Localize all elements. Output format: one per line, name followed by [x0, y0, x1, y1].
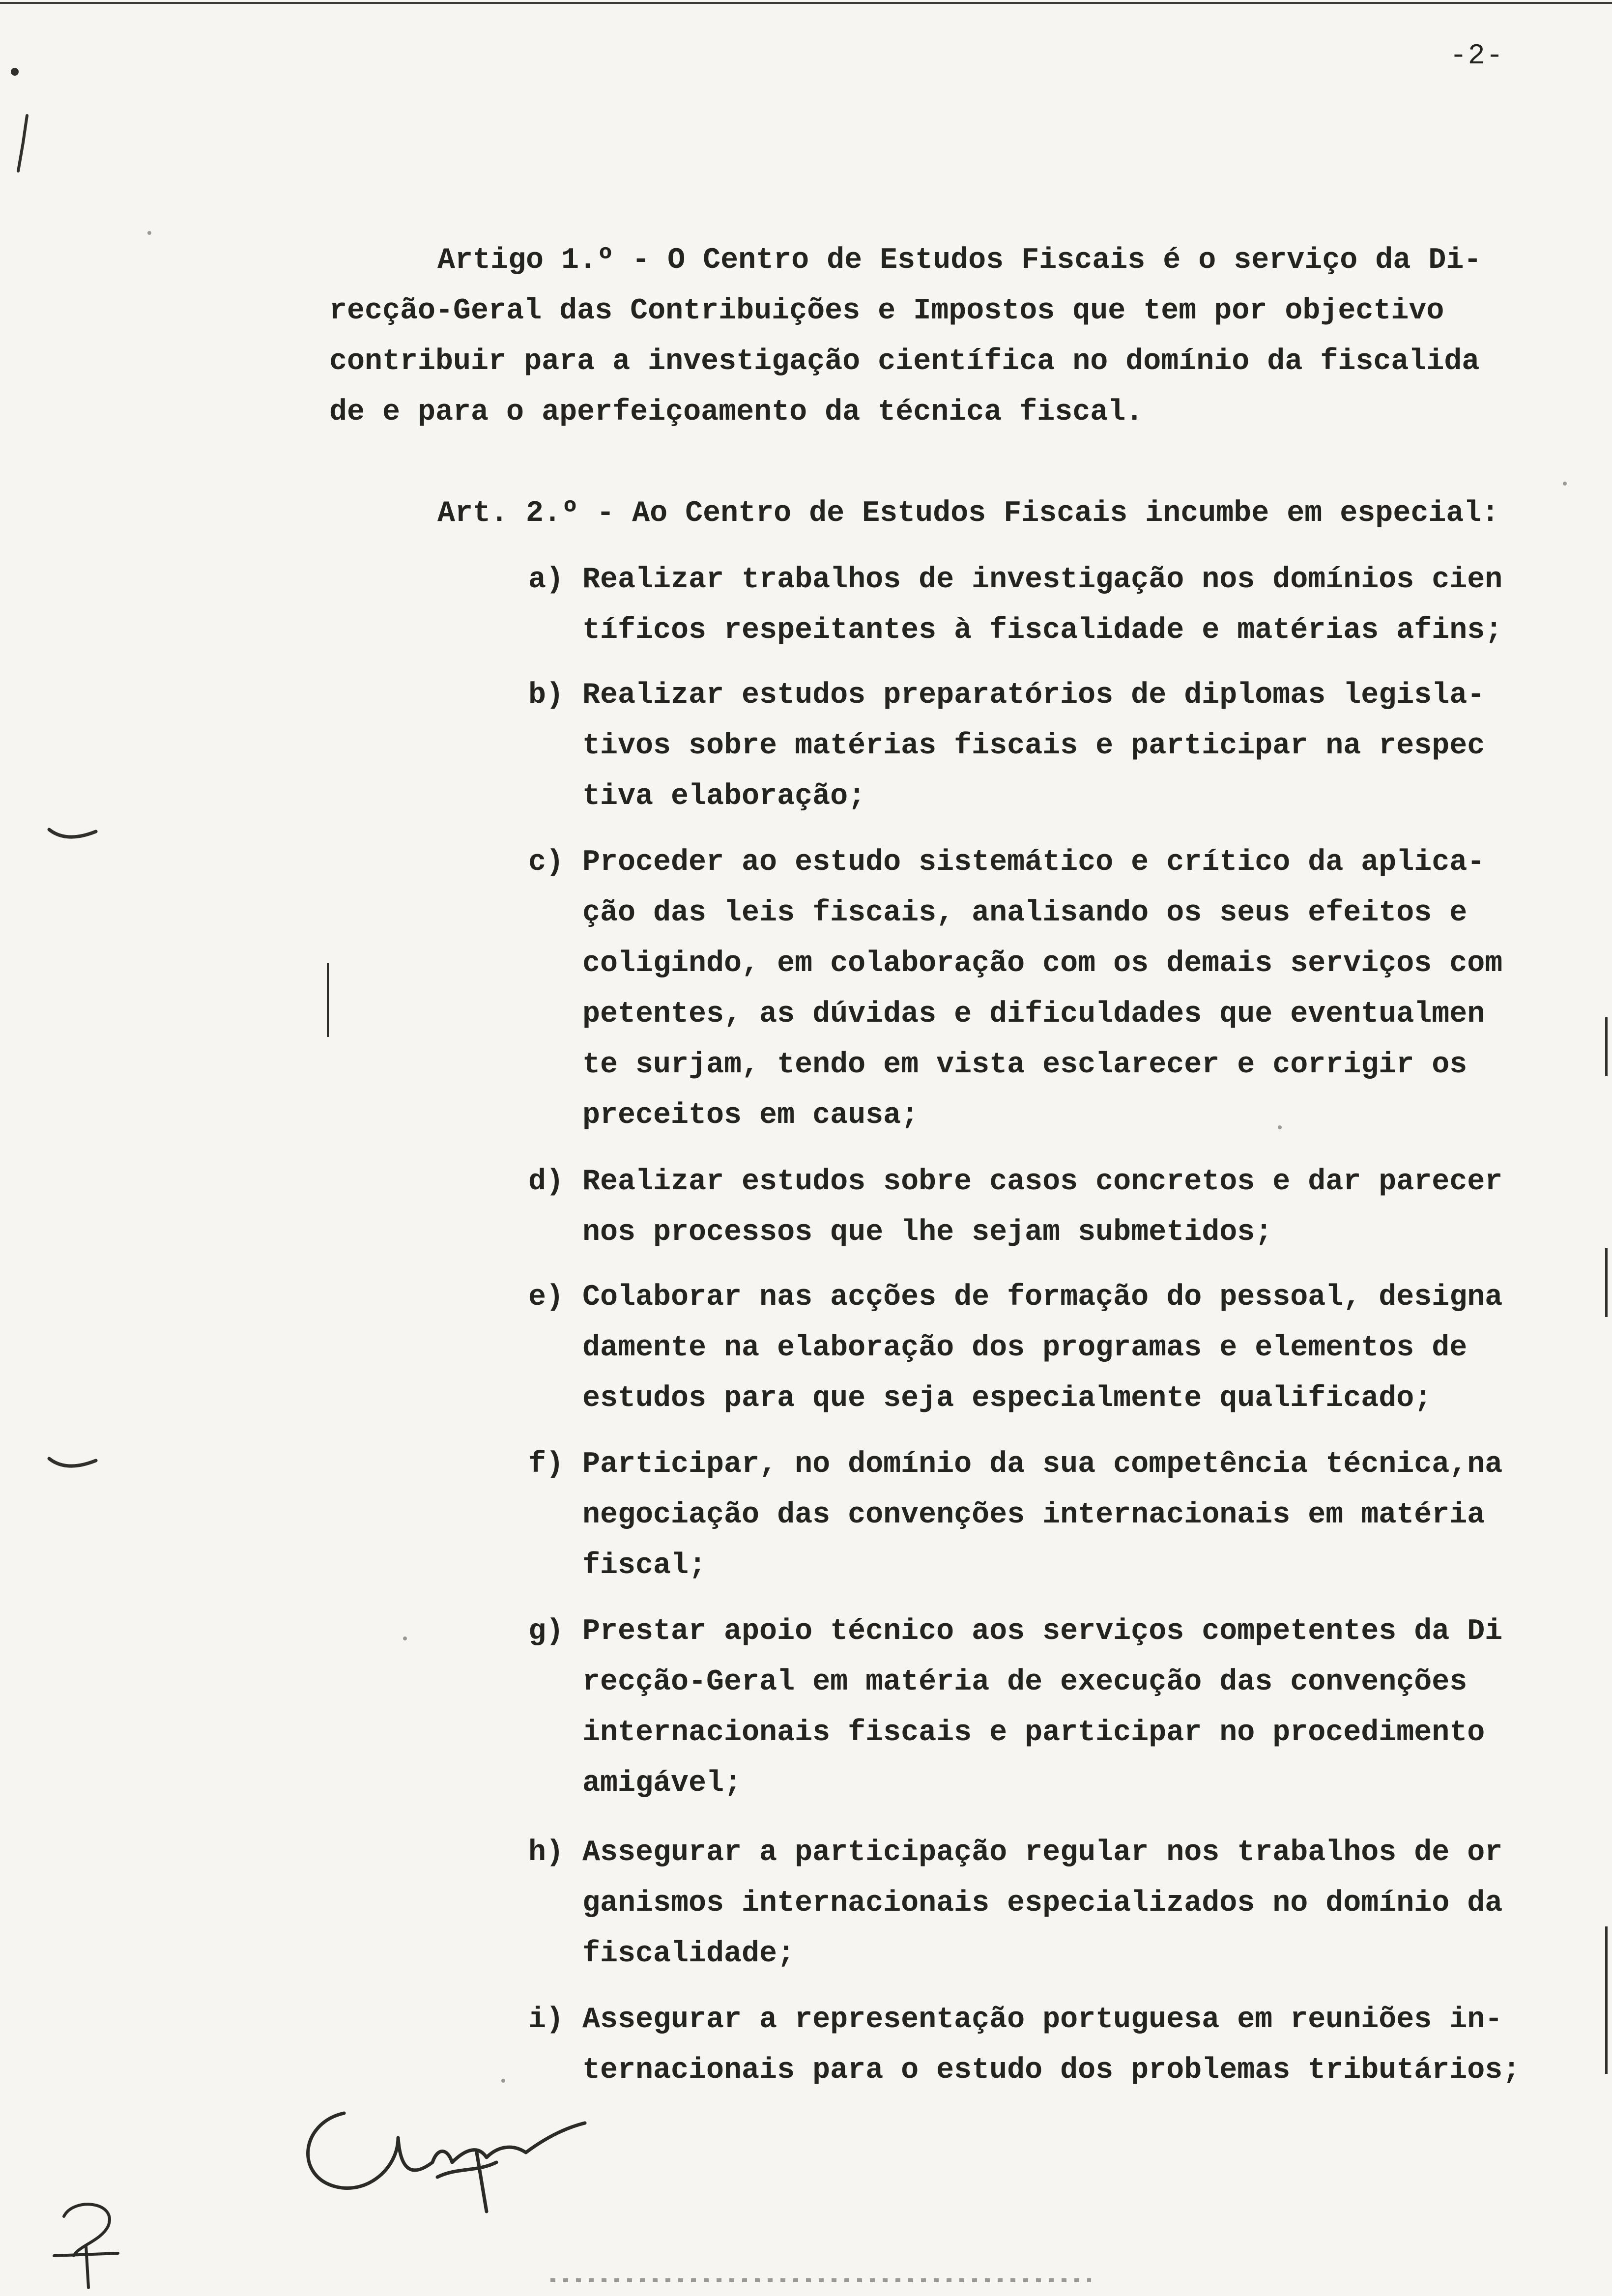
margin-scribble: [12, 113, 32, 177]
item-line: damente na elaboração dos programas e elementos de: [582, 1331, 1468, 1365]
handwritten-initial: [44, 2192, 133, 2290]
item-line: te surjam, tendo em vista esclarecer e corrigir os: [582, 1048, 1468, 1082]
item-line: internacionais fiscais e participar no procedimento: [582, 1716, 1485, 1750]
item-marker: d): [528, 1165, 564, 1199]
item-line: tíficos respeitantes à fiscalidade e matérias afins;: [582, 614, 1503, 647]
article-1-line: Artigo 1.º - O Centro de Estudos Fiscais é o serviço da Di-: [437, 244, 1482, 277]
margin-tick-mark: [47, 1455, 101, 1474]
speck: [403, 1636, 407, 1640]
scan-smear: [550, 2278, 1091, 2282]
speck: [501, 2079, 505, 2083]
speck: [1563, 482, 1567, 486]
article-1-line: recção-Geral das Contribuições e Impostos que tem por objectivo: [329, 294, 1444, 328]
article-1-line: de e para o aperfeiçoamento da técnica fiscal.: [329, 396, 1144, 429]
article-2-intro: Art. 2.º - Ao Centro de Estudos Fiscais incumbe em especial:: [437, 497, 1499, 530]
item-line: petentes, as dúvidas e dificuldades que eventualmen: [582, 998, 1485, 1031]
item-line: estudos para que seja especialmente qualificado;: [582, 1382, 1432, 1415]
punch-dot: [11, 68, 19, 76]
item-line: ganismos internacionais especializados no domínio da: [582, 1887, 1503, 1920]
item-line: nos processos que lhe sejam submetidos;: [582, 1216, 1273, 1249]
item-marker: c): [528, 846, 564, 879]
item-line: fiscal;: [582, 1549, 707, 1582]
item-line: Realizar estudos preparatórios de diplomas legisla-: [582, 679, 1485, 712]
item-marker: g): [528, 1615, 564, 1648]
item-marker: e): [528, 1281, 564, 1314]
signature: [290, 2094, 595, 2221]
item-marker: h): [528, 1836, 564, 1869]
item-line: ção das leis fiscais, analisando os seus efeitos e: [582, 896, 1468, 930]
item-line: amigável;: [582, 1767, 742, 1800]
margin-line: [327, 963, 329, 1037]
item-line: Proceder ao estudo sistemático e crítico da aplica-: [582, 846, 1485, 879]
item-marker: a): [528, 563, 564, 597]
item-marker: i): [528, 2003, 564, 2037]
item-line: recção-Geral em matéria de execução das convenções: [582, 1665, 1468, 1699]
item-line: Realizar estudos sobre casos concretos e dar parecer: [582, 1165, 1503, 1199]
item-marker: f): [528, 1448, 564, 1481]
item-line: coligindo, em colaboração com os demais serviços com: [582, 947, 1503, 980]
speck: [1278, 1125, 1282, 1129]
item-line: Colaborar nas acções de formação do pessoal, designa: [582, 1281, 1503, 1314]
margin-line: [1605, 1248, 1608, 1317]
item-line: tiva elaboração;: [582, 780, 866, 813]
item-line: Assegurar a participação regular nos trabalhos de or: [582, 1836, 1503, 1869]
item-line: negociação das convenções internacionais em matéria: [582, 1498, 1485, 1532]
item-line: Prestar apoio técnico aos serviços competentes da Di: [582, 1615, 1503, 1648]
item-line: Participar, no domínio da sua competência técnica,na: [582, 1448, 1503, 1481]
item-marker: b): [528, 679, 564, 712]
item-line: preceitos em causa;: [582, 1099, 919, 1132]
item-line: Realizar trabalhos de investigação nos domínios cien: [582, 563, 1503, 597]
speck: [147, 231, 151, 235]
margin-tick-mark: [47, 826, 101, 845]
page-number: -2-: [1450, 40, 1504, 72]
item-line: Assegurar a representação portuguesa em reuniões in-: [582, 2003, 1503, 2037]
top-rule: [0, 2, 1612, 4]
margin-line: [1605, 1017, 1608, 1076]
margin-line: [1605, 1926, 1608, 2074]
item-line: ternacionais para o estudo dos problemas tributários;: [582, 2054, 1521, 2087]
item-line: tivos sobre matérias fiscais e participar na respec: [582, 729, 1485, 763]
item-line: fiscalidade;: [582, 1937, 795, 1971]
article-1-line: contribuir para a investigação científica no domínio da fiscalida: [329, 345, 1480, 378]
